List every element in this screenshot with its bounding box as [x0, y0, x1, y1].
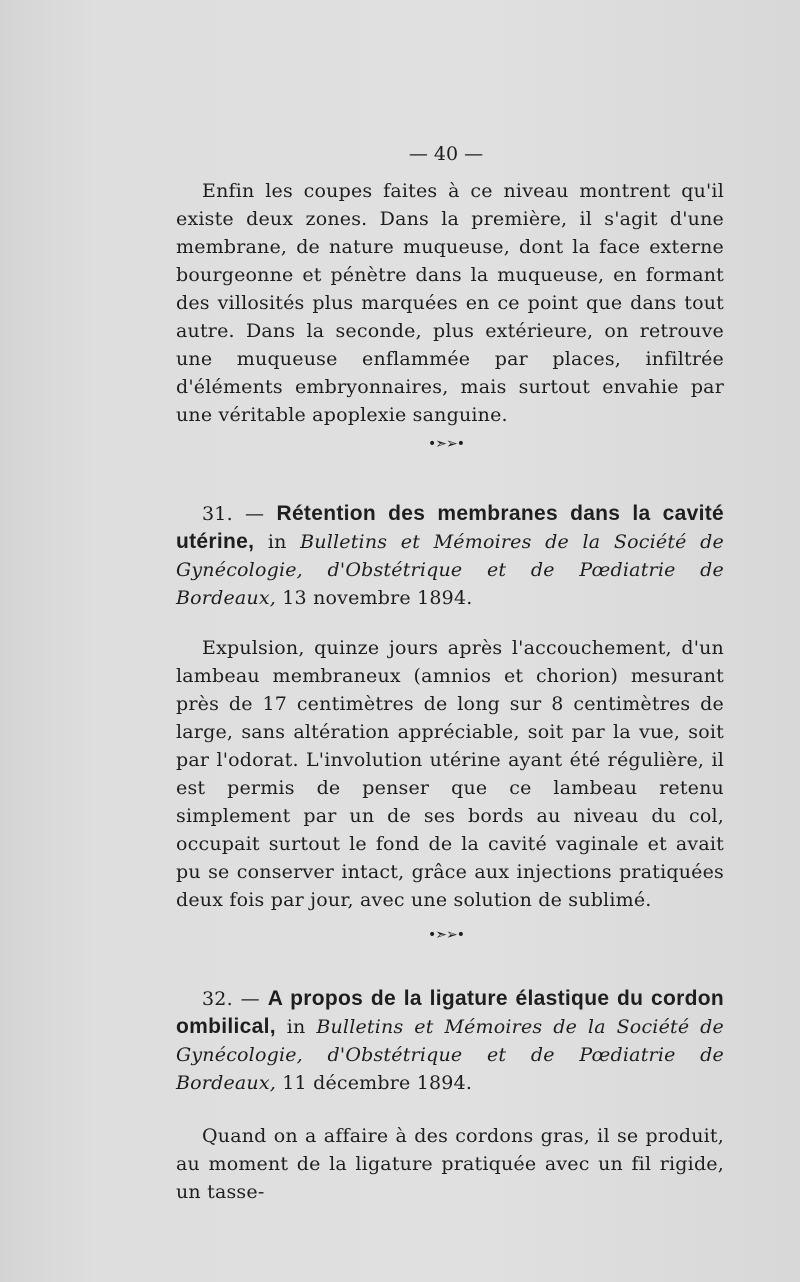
- ornament-divider: •➣➢•: [428, 927, 464, 943]
- entry-in: in: [267, 531, 287, 553]
- entry-number: 32. —: [202, 988, 260, 1010]
- paragraph-32-summary: [176, 1122, 724, 1206]
- entry-date: 13 novembre 1894.: [282, 587, 473, 609]
- entry-number: 31. —: [202, 503, 265, 525]
- entry-journal: Bulletins et Mémoires de la Société de Gynécologie, d'Obstétrique et de Pœdiatrie de Bordeaux,: [176, 531, 724, 609]
- entry-heading: [176, 500, 724, 612]
- entry-title: A propos de la ligature élastique du cordon ombilical,: [176, 987, 724, 1038]
- ornament-divider: •➣➢•: [428, 436, 464, 452]
- paragraph-intro: [176, 177, 724, 429]
- entry-32: [176, 985, 724, 1097]
- entry-journal: Bulletins et Mémoires de la Société de Gynécologie, d'Obstétrique et de Pœdiatrie de Bordeaux,: [176, 1016, 724, 1094]
- page-number: — 40 —: [408, 143, 484, 165]
- paragraph-text: Quand on a affaire à des cordons gras, il se produit, au moment de la ligature pratiquée avec un fil rigide, un tasse-: [176, 1125, 724, 1203]
- entry-in: in: [286, 1016, 306, 1038]
- entry-title: Rétention des membranes dans la cavité utérine,: [176, 502, 724, 553]
- paragraph-text: Expulsion, quinze jours après l'accouchement, d'un lambeau membraneux (amnios et chorion) mesurant près de 17 centimètres de long sur 8 centimètres de large, sans altération appréciable, soit par la vue, soit par l'odorat. L'involution utérine ayant été régulière, il est permis de penser que ce lambeau retenu simplement par un de ses bords au niveau du col, occupait surtout le fond de la cavité vaginale et avait pu se conserver intact, grâce aux injections pratiquées deux fois par jour, avec une solution de sublimé.: [176, 637, 724, 911]
- entry-date: 11 décembre 1894.: [282, 1072, 473, 1094]
- paragraph-text: Enfin les coupes faites à ce niveau montrent qu'il existe deux zones. Dans la première, il s'agit d'une membrane, de nature muqueuse, dont la face externe bourgeonne et pénètre dans la muqueuse, en formant des villosités plus marquées en ce point que dans tout autre. Dans la seconde, plus extérieure, on retrouve une muqueuse enflammée par places, infiltrée d'éléments embryonnaires, mais surtout envahie par une véritable apoplexie sanguine.: [176, 180, 724, 426]
- paragraph-31-summary: [176, 634, 724, 914]
- entry-heading: [176, 985, 724, 1097]
- entry-31: [176, 500, 724, 612]
